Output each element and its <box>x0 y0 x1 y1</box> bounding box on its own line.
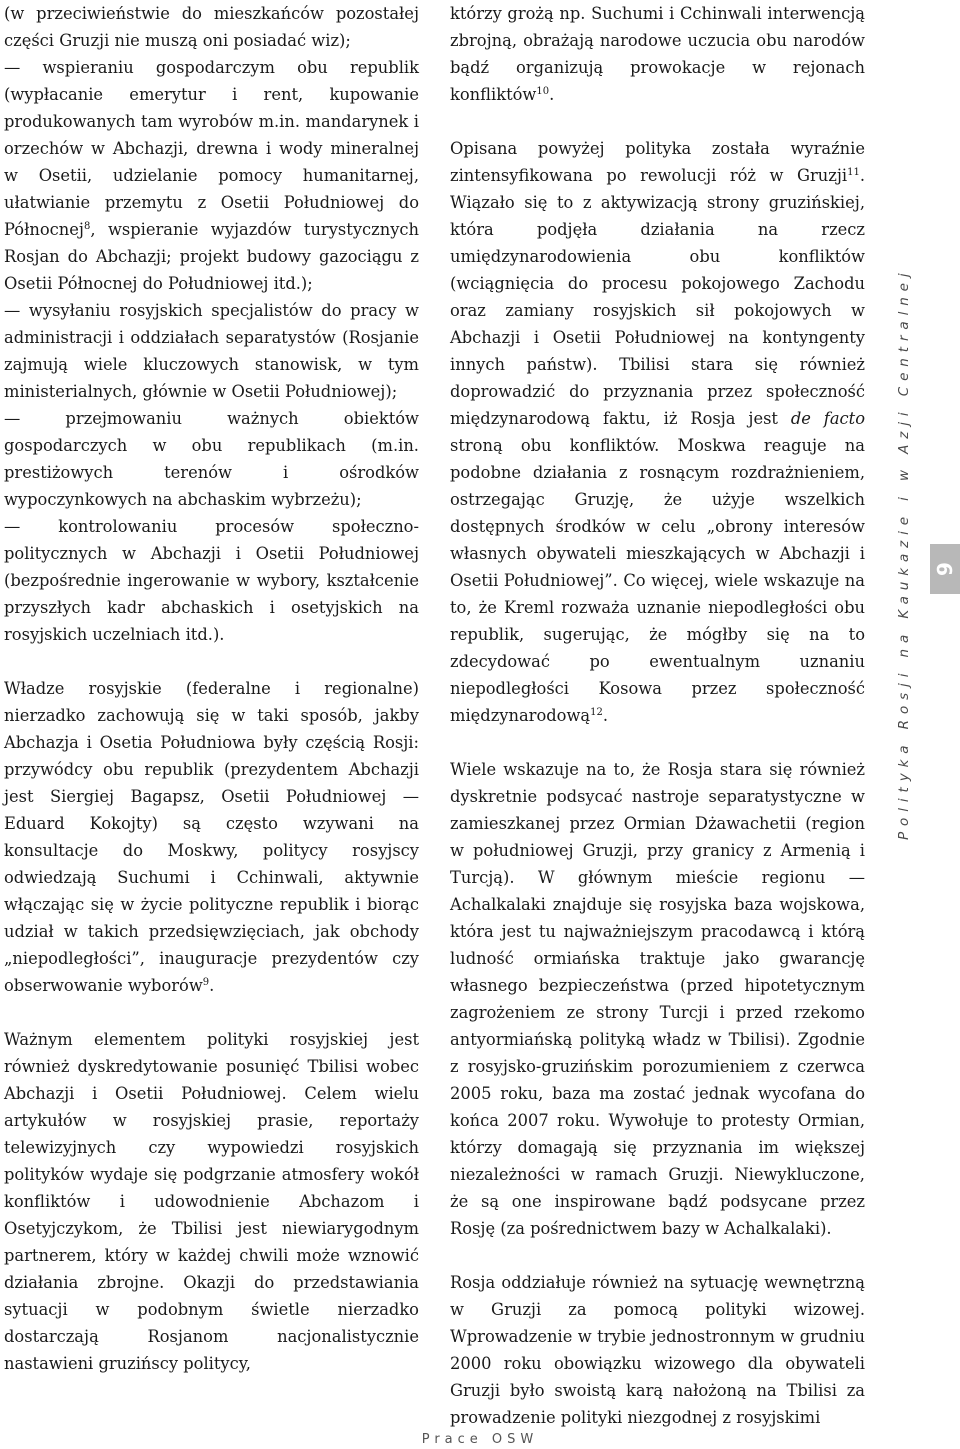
footnote-ref-8[interactable]: 8 <box>83 221 91 232</box>
paragraph-javakheti: Wiele wskazuje na to, że Rosja stara się również dyskretnie podsycać nastroje separatystyczne w zamieszkanej przez Ormian Dżawachetii (region w południowej Gruzji, przy granicy z Armenią i Turcją). W głównym mieście regionu — Achalkalaki znajduje się rosyjska baza wojskowa, która jest tu najważniejszym pracodawcą i którą ludność ormiańska traktuje jako gwarancję własnego bezpieczeństwa (przed hipotetycznym zagrożeniem ze strony Turcji i przed rzekomo antyormiańską polityką władz w Tbilisi). Zgodnie z rosyjsko-gruzińskim porozumieniem z czerwca 2005 roku, baza ma zostać jednak wycofana do końca 2007 roku. Wywołuje to protesty Ormian, którzy domagają się przyznania im większej niezależności w ramach Gruzji. Niewykluczone, że są one inspirowane bądź podsycane przez Rosję (za pośrednictwem bazy w Achalkalaki). <box>450 760 865 1238</box>
paragraph-discrediting-tbilisi: Ważnym elementem polityki rosyjskiej jest również dyskredytowanie posunięć Tbilisi wobec Abchazji i Osetii Południowej. Celem wielu artykułów w rosyjskiej prasie, reportaży telewizyjnych czy wypowiedzi rosyjskich polityków wydaje się podgrzanie atmosfery wokół konfliktów i udowodnienie Abchazom i Osetyjczykom, że Tbilisi jest niewiarygodnym partnerem, który w każdej chwili może wznowić działania zbrojne. Okazji do przedstawiania sytuacji w podobnym świetle nierzadko dostarczają Rosjanom nacjonalistycznie nastawieni gruzińscy politycy, <box>4 1030 419 1373</box>
paragraph-visa-policy: Rosja oddziałuje również na sytuację wewnętrzną w Gruzji za pomocą polityki wizowej. Wprowadzenie w trybie jednostronnym w grudniu 2000 roku obowiązku wizowego dla obywateli Gruzji było swoistą karą nałożoną na Tbilisi za prowadzenie polityki niezgodnej z rosyjskimi <box>450 1273 865 1427</box>
right-column <box>450 0 865 1431</box>
paragraph-russian-authorities: Władze rosyjskie (federalne i regionalne) nierzadko zachowują się w taki sposób, jakby Abchazja i Osetia Południowa były częścią Rosji: przywódcy obu republik (prezydentem Abchazji jest Siergiej Bagapsz, Osetii Południowej — Eduard Kokojty) są często wzywani na konsultacje do Moskwy, politycy rosyjscy odwiedzają Suchumi i Cchinwali, aktywnie włączając się w życie polityczne republik i biorąc udział w takich przedsięwzięciach, jak obchody „niepodległości”, inauguracje prezydentów czy obserwowanie wyborów$^9$. <box>4 679 419 995</box>
paragraph-support-list: (w przeciwieństwie do mieszkańców pozostałej części Gruzji nie muszą oni posiadać wiz); — wspieraniu gospodarczym obu republik (wypłacanie emerytur i rent, kupowanie produkowanych tam wyrobów m.in. mandarynek i orzechów w Abchazji, drewna i wody mineralnej w Osetii, udzielanie pomocy humanitarnej, ułatwianie przemytu z Osetii Południowej do Północnej$^8$, wspieranie wyjazdów turystycznych Rosjan do Abchazji; projekt budowy gazociągu z Osetii Północnej do Południowej itd.); — wysyłaniu rosyjskich specjalistów do pracy w administracji i oddziałach separatystów (Rosjanie zajmują wiele kluczowych stanowisk, w tym ministerialnych, głównie w Osetii Południowej); — przejmowaniu ważnych obiektów gospodarczych w obu republikach (m.in. prestiżowych terenów i ośrodków wypoczynkowych na abchaskim wybrzeżu); — kontrolowaniu procesów społeczno-politycznych w Abchazji i Osetii Południowej (bezpośrednie ingerowanie w wybory, kształcenie przyszłych kadr abchaskich i osetyjskich na rosyjskich uczelniach itd.). <box>4 4 419 644</box>
running-title: Polityka Rosji na Kaukazie i w Azji Centralnej <box>896 267 912 840</box>
paragraph-threats: którzy grożą np. Suchumi i Cchinwali interwencją zbrojną, obrażają narodowe uczucia obu narodów bądź organizują prowokacje w rejonach konfliktów$^{10}$. <box>450 4 865 104</box>
footer-series-name: Prace OSW <box>421 1432 539 1447</box>
paragraph-rose-revolution: Opisana powyżej polityka została wyraźnie zintensyfikowana po rewolucji róż w Gruzji$^{11}$. Wiązało się to z aktywizacją strony gruzińskiej, która podjęła działania na rzecz umiędzynarodowienia obu konfliktów (wciągnięcia do procesu pokojowego Zachodu oraz zamiany rosyjskich sił pokojowych w Abchazji i Osetii Południowej na kontyngenty innych państw). Tbilisi stara się również doprowadzić do przyznania przez społeczność międzynarodową faktu, iż Rosja jest de facto stroną obu konfliktów. Moskwa reaguje na podobne działania z rosnącym rozdrażnieniem, ostrzegając Gruzję, że użyje wszelkich dostępnych środków w celu „obrony interesów własnych obywateli mieszkających w Abchazji i Osetii Południowej”. Co więcej, wiele wskazuje na to, że Kreml rozważa uznanie niepodległości obu republik, sugerując, że mógłby się na to zdecydować po ewentualnym uznaniu niepodległości Kosowa przez społeczność międzynarodową$^{12}$. <box>450 139 865 725</box>
footnote-ref-9[interactable]: 9 <box>202 977 210 988</box>
footnote-ref-10[interactable]: 10 <box>536 86 550 97</box>
left-column <box>4 0 419 1377</box>
page-number: 9 <box>932 562 957 576</box>
footnote-ref-11[interactable]: 11 <box>847 167 860 178</box>
page-number-tab <box>930 544 960 594</box>
footnote-ref-12[interactable]: 12 <box>590 707 603 718</box>
